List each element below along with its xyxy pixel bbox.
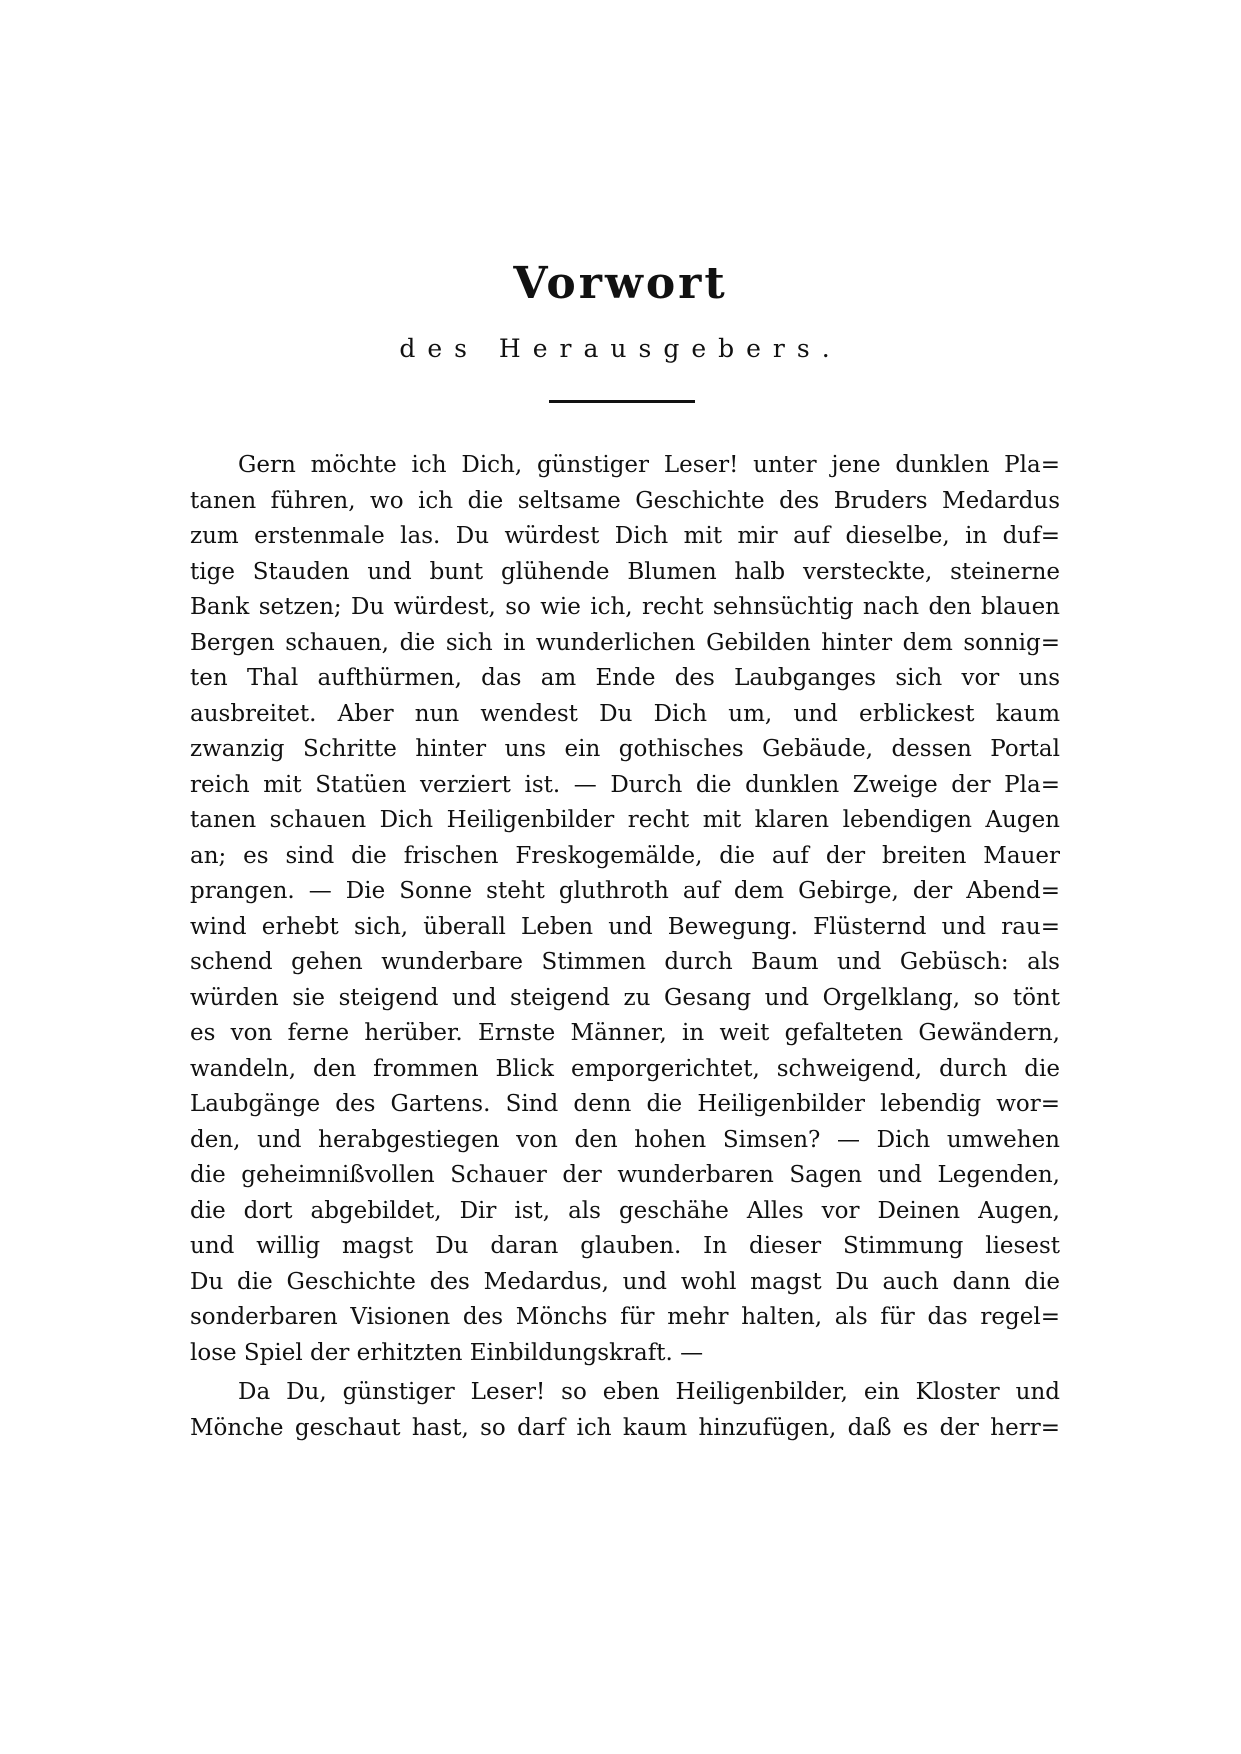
- text-line: lose Spiel der erhitzten Einbildungskraft. —: [190, 1339, 704, 1366]
- text-line: wind erhebt sich, überall Leben und Bewegung. Flüsternd und rau=: [190, 913, 1060, 940]
- text-line: tanen führen, wo ich die seltsame Geschichte des Bruders Medardus: [190, 487, 1060, 514]
- text-line: ausbreitet. Aber nun wendest Du Dich um, und erblickest kaum: [190, 700, 1060, 727]
- page-title: Vorwort: [513, 258, 728, 309]
- text-line: es von ferne herüber. Ernste Männer, in weit gefalteten Gewändern,: [190, 1020, 1060, 1046]
- text-line: ten Thal aufthürmen, das am Ende des Laubganges sich vor uns: [190, 665, 1060, 691]
- text-line: an; es sind die frischen Freskogemälde, die auf der breiten Mauer: [190, 842, 1060, 869]
- text-line: und willig magst Du daran glauben. In dieser Stimmung liesest: [190, 1233, 1060, 1259]
- text-line: zwanzig Schritte hinter uns ein gothisches Gebäude, dessen Portal: [190, 736, 1060, 762]
- text-line: den, und herabgestiegen von den hohen Simsen? — Dich umwehen: [190, 1126, 1060, 1153]
- text-line: tanen schauen Dich Heiligenbilder recht mit klaren lebendigen Augen: [190, 807, 1060, 833]
- text-line: schend gehen wunderbare Stimmen durch Baum und Gebüsch: als: [190, 949, 1060, 975]
- text-line: Gern möchte ich Dich, günstiger Leser! unter jene dunklen Pla=: [238, 452, 1060, 478]
- text-line: reich mit Statüen verziert ist. — Durch die dunklen Zweige der Pla=: [190, 771, 1060, 798]
- title-divider: [549, 400, 695, 403]
- text-line: tige Stauden und bunt glühende Blumen halb versteckte, steinerne: [190, 558, 1060, 585]
- text-line: die geheimnißvollen Schauer der wunderbaren Sagen und Legenden,: [190, 1162, 1060, 1188]
- paragraph-2: [190, 1375, 1060, 1446]
- text-line: sonderbaren Visionen des Mönchs für mehr halten, als für das regel=: [190, 1304, 1060, 1330]
- text-line: Da Du, günstiger Leser! so eben Heiligenbilder, ein Kloster und: [238, 1379, 1060, 1405]
- text-line: prangen. — Die Sonne steht gluthroth auf dem Gebirge, der Abend=: [190, 878, 1060, 904]
- page-subtitle: des Herausgebers.: [399, 334, 842, 363]
- text-line: Bank setzen; Du würdest, so wie ich, recht sehnsüchtig nach den blauen: [190, 594, 1060, 620]
- paragraph-1: [190, 448, 1060, 1371]
- text-line: würden sie steigend und steigend zu Gesang und Orgelklang, so tönt: [190, 984, 1060, 1011]
- text-line: Bergen schauen, die sich in wunderlichen Gebilden hinter dem sonnig=: [190, 629, 1060, 656]
- text-line: wandeln, den frommen Blick emporgerichtet, schweigend, durch die: [190, 1055, 1060, 1082]
- text-line: Laubgänge des Gartens. Sind denn die Heiligenbilder lebendig wor=: [190, 1091, 1060, 1117]
- body-text: [190, 448, 1060, 1446]
- text-line: die dort abgebildet, Dir ist, als geschähe Alles vor Deinen Augen,: [190, 1197, 1060, 1224]
- text-line: Mönche geschaut hast, so darf ich kaum hinzufügen, daß es der herr=: [190, 1414, 1060, 1441]
- text-line: zum erstenmale las. Du würdest Dich mit mir auf dieselbe, in duf=: [190, 523, 1060, 549]
- text-line: Du die Geschichte des Medardus, und wohl magst Du auch dann die: [190, 1268, 1060, 1295]
